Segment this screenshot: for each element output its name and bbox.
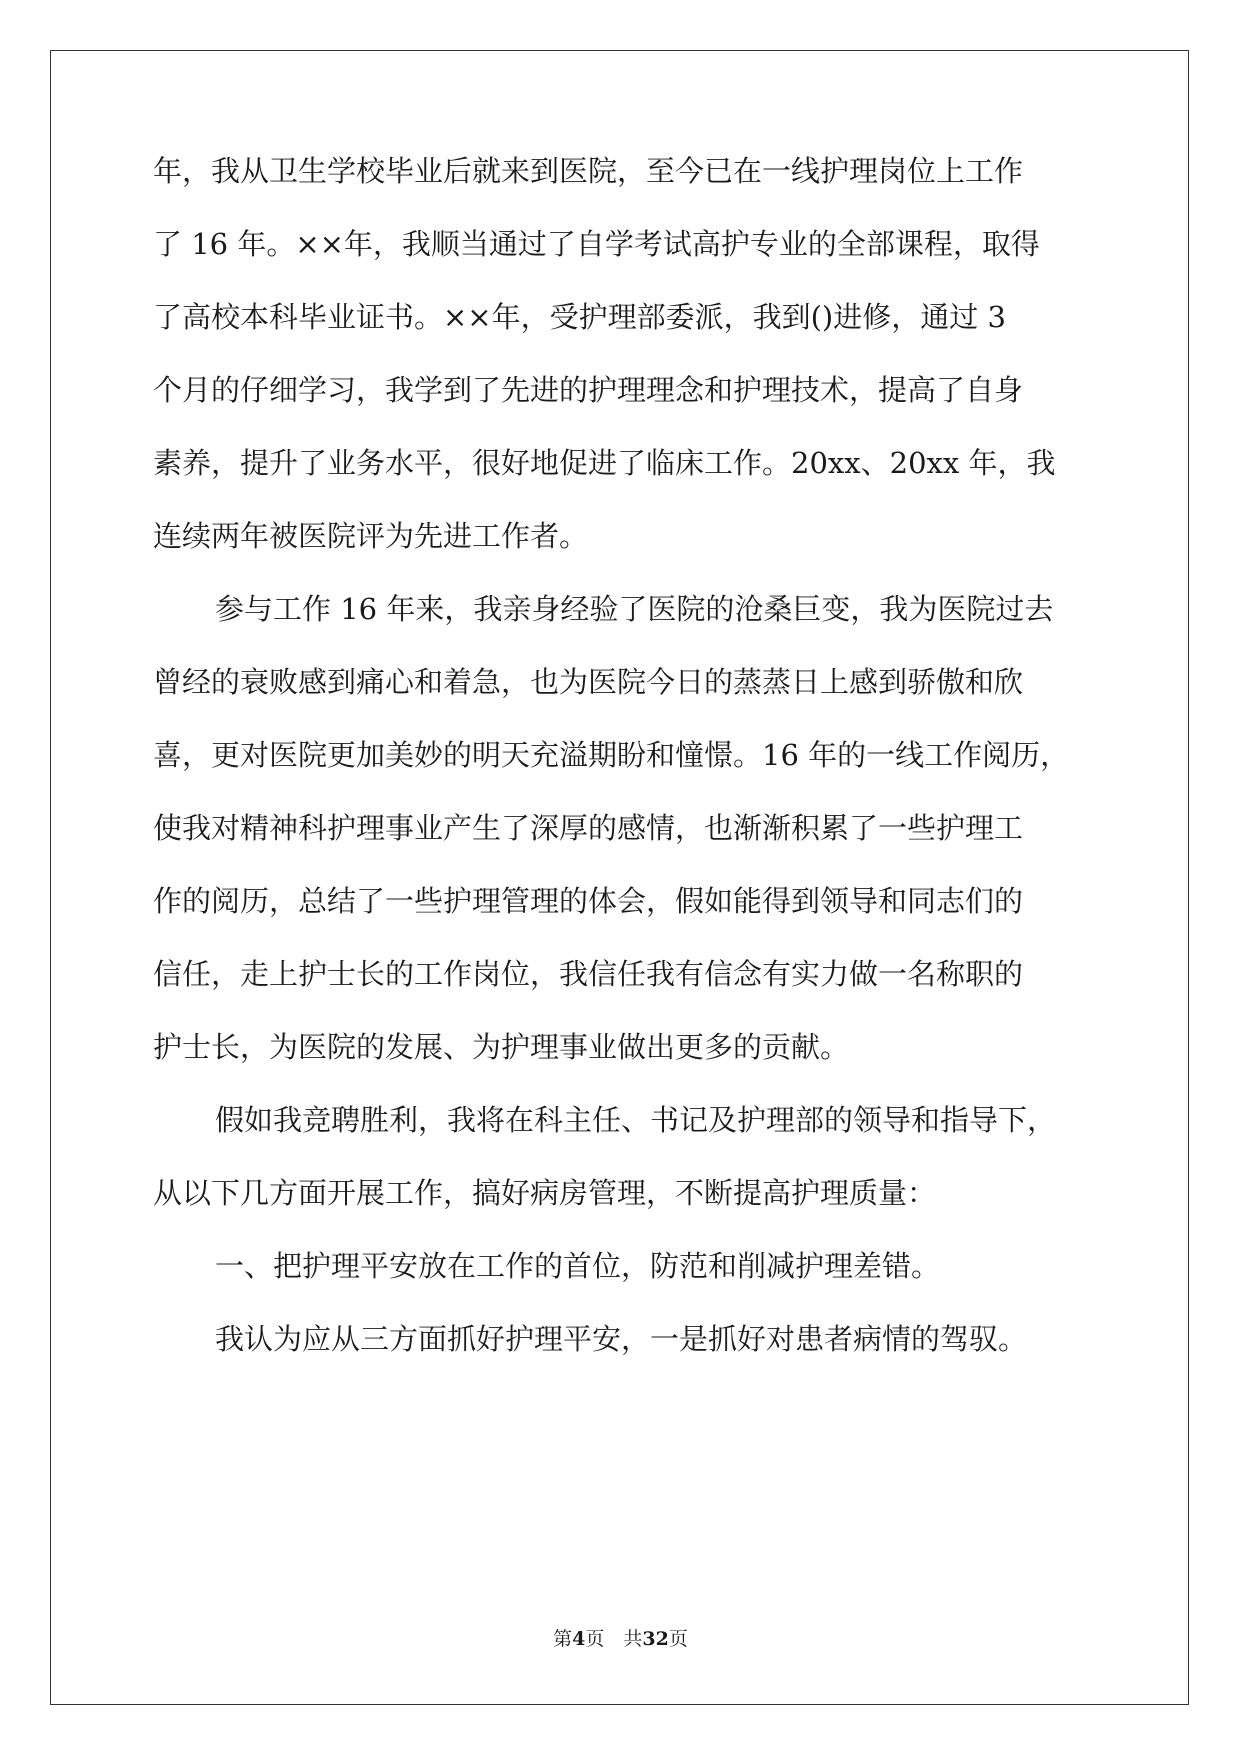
section-heading: 一、把护理平安放在工作的首位，防范和削减护理差错。 — [215, 1249, 941, 1283]
total-page-number: 32 — [642, 1628, 669, 1650]
text-line: 从以下几方面开展工作，搞好病房管理，不断提高护理质量： — [153, 1176, 937, 1210]
paragraph-first-line: 我认为应从三方面抓好护理平安，一是抓好对患者病情的驾驭。 — [215, 1322, 1028, 1356]
footer-suffix: 页 — [668, 1628, 688, 1650]
paragraph-first-line: 假如我竞聘胜利，我将在科主任、书记及护理部的领导和指导下， — [215, 1103, 1057, 1137]
text-line: 了 16 年。××年，我顺当通过了自学考试高护专业的全部课程，取得 — [153, 227, 1040, 261]
document-body — [153, 0, 1088, 1560]
text-line: 使我对精神科护理事业产生了深厚的感情，也渐渐积累了一些护理工 — [153, 811, 1024, 845]
current-page-number: 4 — [572, 1628, 586, 1650]
text-line: 了高校本科毕业证书。××年，受护理部委派，我到()进修，通过 3 — [153, 300, 1006, 334]
text-line: 曾经的衰败感到痛心和着急，也为医院今日的蒸蒸日上感到骄傲和欣 — [153, 665, 1024, 699]
text-line: 连续两年被医院评为先进工作者。 — [153, 519, 589, 553]
text-line: 作的阅历，总结了一些护理管理的体会，假如能得到领导和同志们的 — [153, 884, 1024, 918]
footer-middle: 页 共 — [585, 1628, 643, 1650]
text-line: 素养，提升了业务水平，很好地促进了临床工作。20xx、20xx 年，我 — [153, 446, 1056, 480]
paragraph-first-line: 参与工作 16 年来，我亲身经验了医院的沧桑巨变，我为医院过去 — [215, 592, 1054, 626]
text-line: 个月的仔细学习，我学到了先进的护理理念和护理技术，提高了自身 — [153, 373, 1024, 407]
text-line: 年，我从卫生学校毕业后就来到医院，至今已在一线护理岗位上工作 — [153, 154, 1024, 188]
text-line: 喜，更对医院更加美妙的明天充溢期盼和憧憬。16 年的一线工作阅历， — [153, 738, 1070, 772]
footer-prefix: 第 — [553, 1628, 573, 1650]
text-line: 信任，走上护士长的工作岗位，我信任我有信念有实力做一名称职的 — [153, 957, 1024, 991]
text-line: 护士长，为医院的发展、为护理事业做出更多的贡献。 — [153, 1030, 850, 1064]
page-footer — [0, 1627, 1241, 1651]
